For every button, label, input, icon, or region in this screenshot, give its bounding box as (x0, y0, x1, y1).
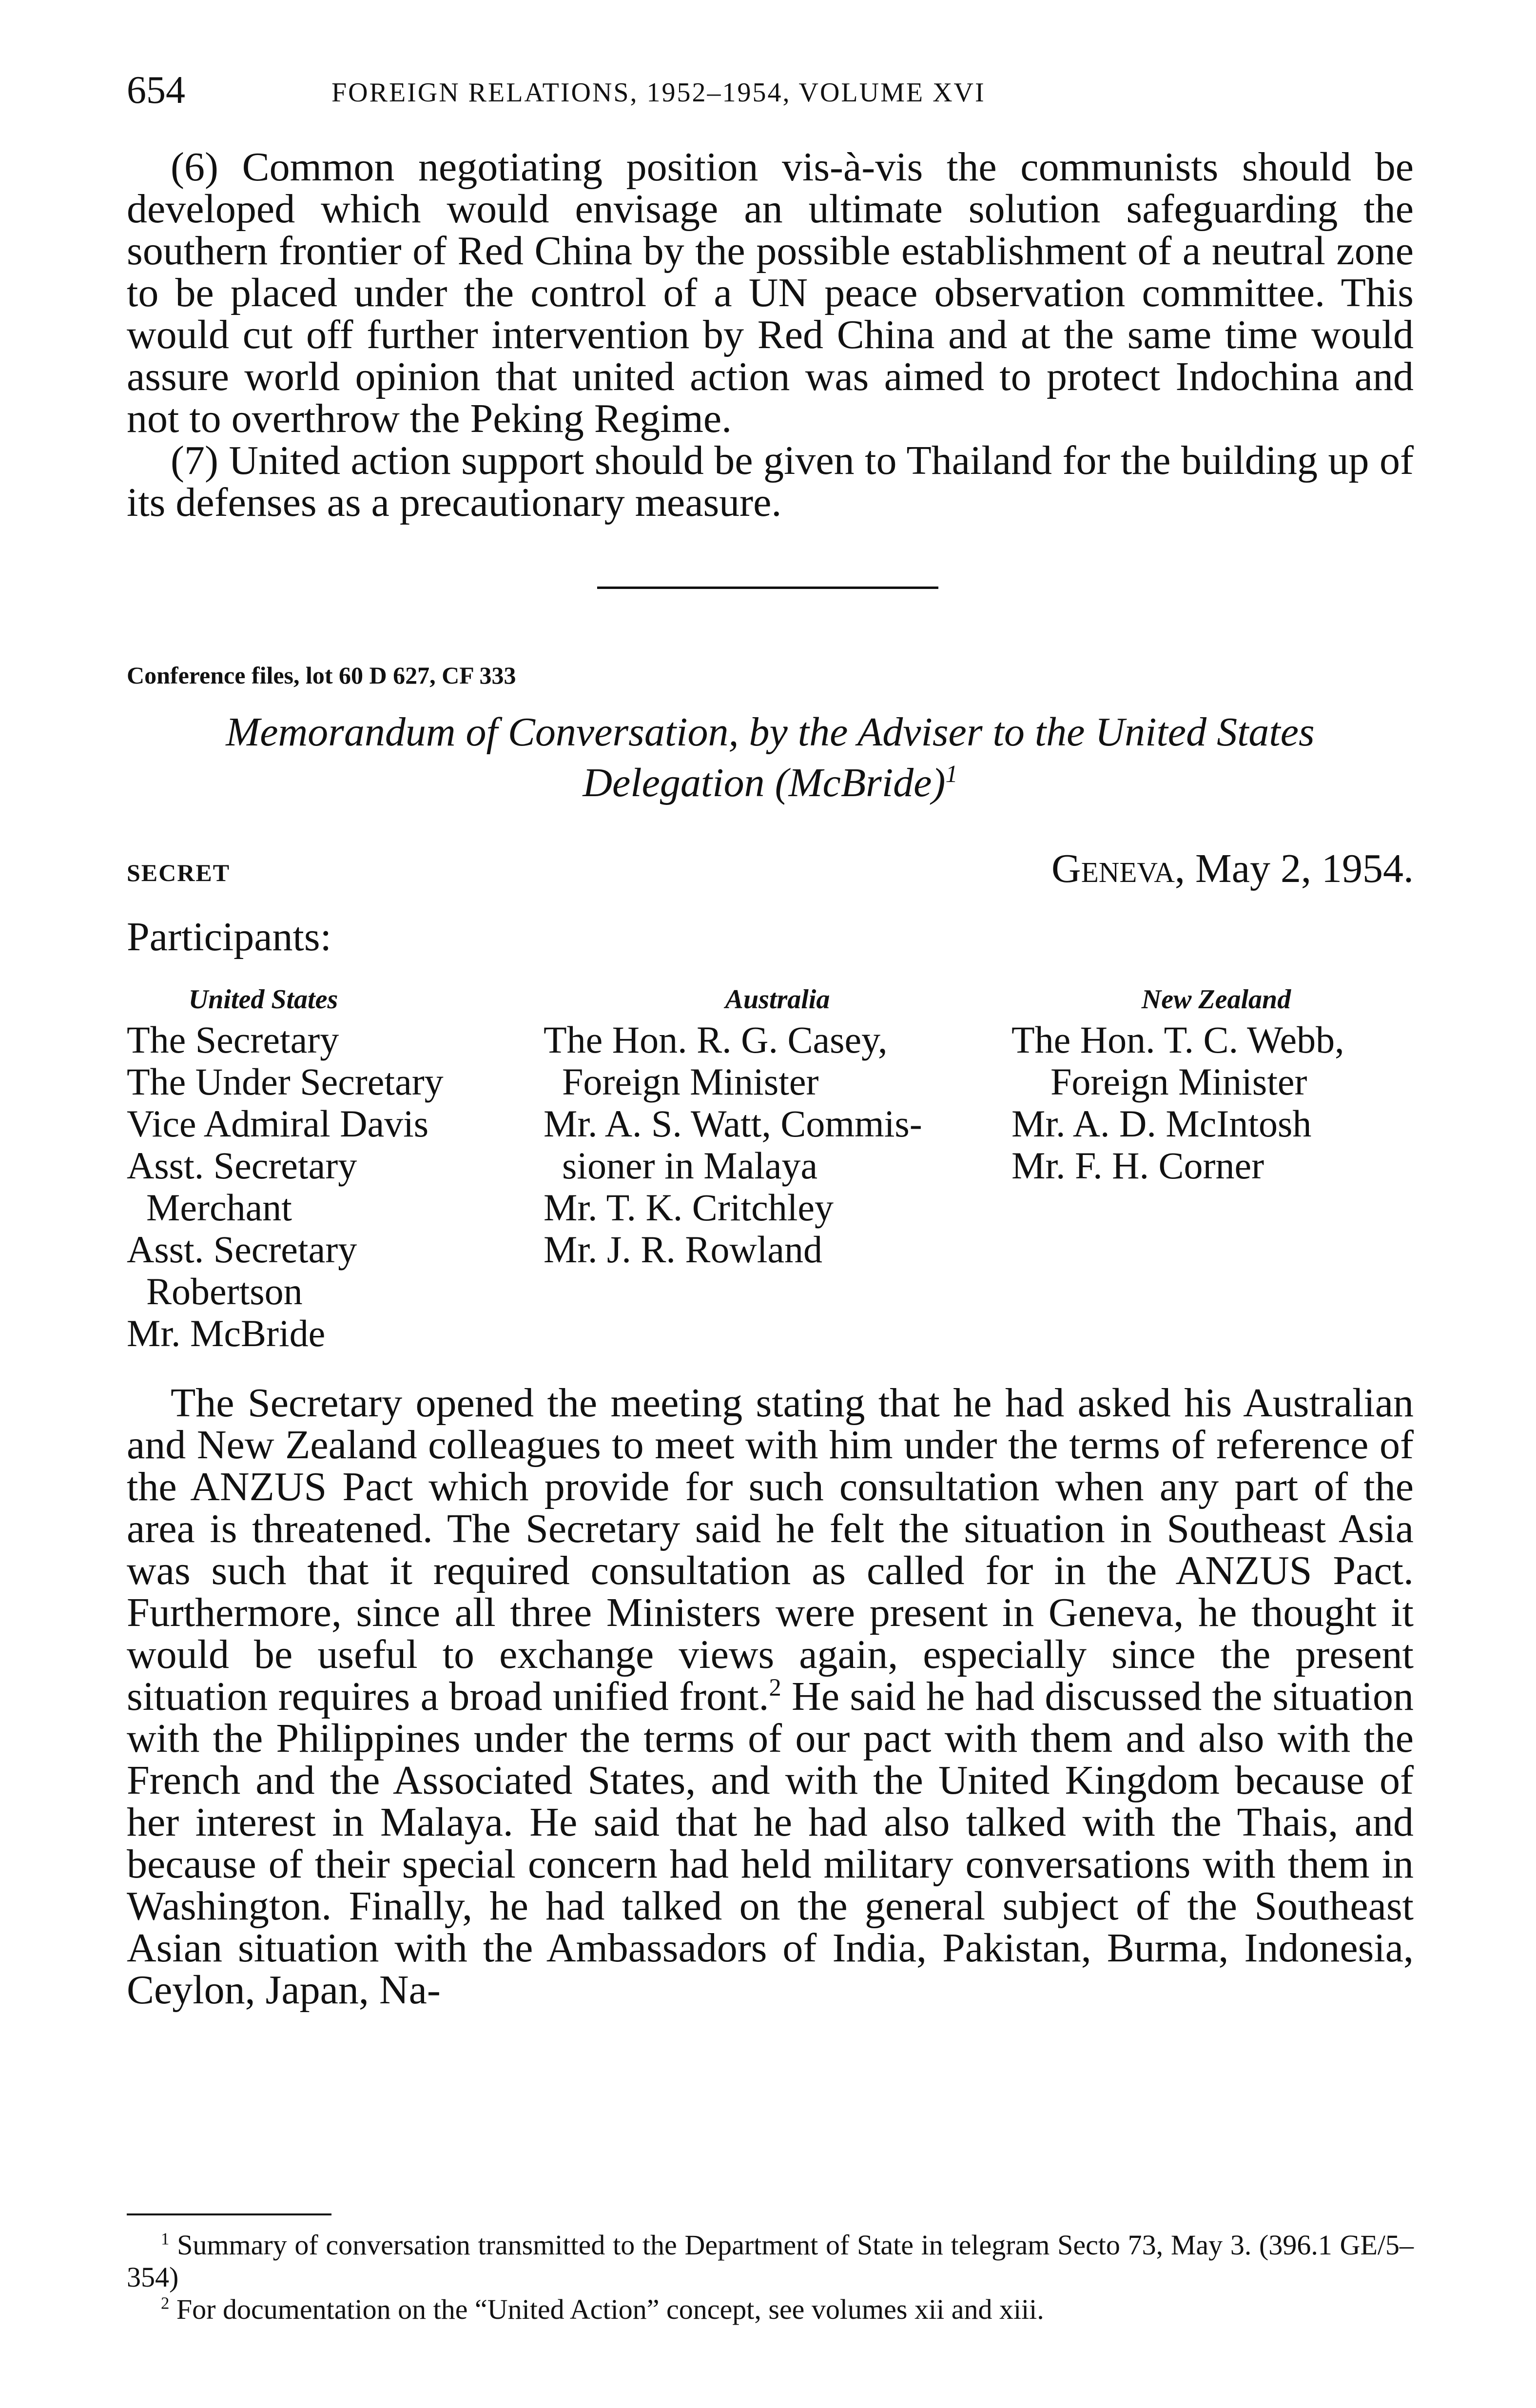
participant-list-united-states (127, 1019, 526, 1354)
page-number: 654 (127, 69, 185, 112)
footnotes (127, 2229, 1414, 2326)
footnote-2 (127, 2293, 1414, 2326)
column-heading-united-states: United States (188, 984, 338, 1015)
date: May 2, 1954. (1195, 846, 1414, 891)
participant-entry: Mr. A. S. Watt, Commis- (544, 1102, 922, 1145)
running-title: FOREIGN RELATIONS, 1952–1954, VOLUME XVI (331, 78, 986, 108)
participant-list-new-zealand (1011, 1019, 1421, 1187)
footnote-divider (127, 2213, 331, 2215)
participants-label: Participants: (127, 914, 331, 959)
participant-entry: Vice Admiral Davis (127, 1102, 429, 1145)
footnote-ref-1: 1 (945, 760, 958, 787)
footnote-1-mark: 1 (161, 2229, 170, 2249)
participant-entry: Asst. Secretary (127, 1144, 357, 1187)
footnote-1 (127, 2229, 1414, 2293)
participant-entry: sioner in Malaya (562, 1144, 818, 1187)
participant-entry: Mr. F. H. Corner (1011, 1144, 1264, 1187)
participants-column-new-zealand (1011, 980, 1421, 1187)
source-citation: Conference files, lot 60 D 627, CF 333 (127, 662, 516, 689)
participant-entry: Merchant (146, 1186, 292, 1229)
memo-title-line-2-text: Delegation (McBride) (583, 760, 946, 805)
footnote-2-text: For documentation on the “United Action” concept, see volumes xii and xiii. (176, 2293, 1044, 2325)
memo-title-line-1: Memorandum of Conversation, by the Adviser to the United States (226, 709, 1315, 755)
main-body (127, 1382, 1414, 2011)
participant-entry: Asst. Secretary (127, 1228, 357, 1271)
participant-entry: Mr. McBride (127, 1312, 326, 1354)
column-heading-australia: Australia (725, 984, 830, 1015)
participant-entry: Foreign Minister (562, 1060, 819, 1103)
paragraph-main-part-1: The Secretary opened the meeting stating that he had asked his Australian and New Zealand colleagues to meet with him under the terms of reference of the ANZUS Pact which provide for such consultation when any part of the area is threatened. The Secretary said he felt the situation in Southeast Asia was such that it required consultation as called for in the ANZUS Pact. Furthermore, since all three Ministers were present in Geneva, he thought it would be useful to exchange views again, especially since the present situation requires a broad unified front. (127, 1380, 1414, 1719)
top-paragraphs (127, 146, 1414, 524)
footnote-ref-2: 2 (769, 1674, 781, 1701)
participant-entry: Robertson (146, 1270, 303, 1312)
participant-entry: The Hon. R. G. Casey, (544, 1018, 888, 1061)
participant-entry: Foreign Minister (1050, 1060, 1307, 1103)
participant-entry: The Hon. T. C. Webb, (1011, 1018, 1344, 1061)
footnote-1-text: Summary of conversation transmitted to the Department of State in telegram Secto 73, May 3. (396.1 GE/5–354) (127, 2229, 1414, 2293)
participant-entry: Mr. T. K. Critchley (544, 1186, 834, 1229)
place-date (1051, 843, 1414, 894)
participant-entry: The Under Secretary (127, 1060, 444, 1103)
paragraph-main (127, 1382, 1414, 2011)
participants-column-australia (544, 980, 1011, 1271)
place: Geneva, (1051, 846, 1186, 891)
participant-entry: Mr. J. R. Rowland (544, 1228, 823, 1271)
participant-entry: Mr. A. D. McIntosh (1011, 1102, 1312, 1145)
section-divider (597, 587, 938, 589)
participant-list-australia (544, 1019, 1011, 1271)
memo-title (127, 707, 1414, 808)
column-heading-new-zealand: New Zealand (1141, 984, 1291, 1015)
participants-column-united-states (127, 980, 526, 1354)
memo-title-line-2 (127, 758, 1414, 808)
paragraph-main-part-2: He said he had discussed the situation with the Philippines under the terms of our pact with them and also with the French and the Associated States, and with the United Kingdom because of her interest in Malaya. He said that he had also talked with the Thais, and because of their special concern had held military conversations with them in Washington. Finally, he had talked on the general subject of the Southeast Asian situation with the Ambassadors of India, Pakistan, Burma, Indonesia, Ceylon, Japan, Na- (127, 1674, 1414, 2013)
classification-label: SECRET (127, 859, 231, 886)
page-header (127, 63, 1414, 127)
participant-entry: The Secretary (127, 1018, 339, 1061)
paragraph-item-6: (6) Common negotiating position vis-à-vis the communists should be developed which would envisage an ultimate solution safeguarding the southern frontier of Red China by the possible establishment of a neutral zone to be placed under the control of a UN peace observation committee. This would cut off further intervention by Red China and at the same time would assure world opinion that united action was aimed to protect Indochina and not to overthrow the Peking Regime. (127, 144, 1414, 441)
footnote-2-mark: 2 (161, 2293, 170, 2313)
paragraph-item-7: (7) United action support should be given to Thailand for the building up of its defenses as a precautionary measure. (127, 438, 1414, 525)
